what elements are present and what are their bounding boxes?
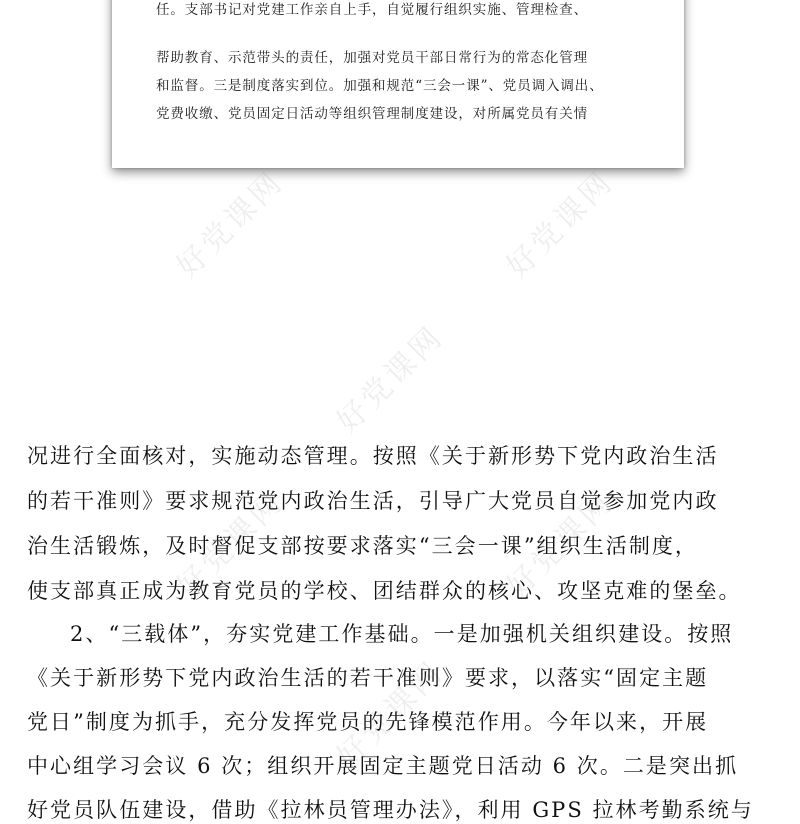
watermark: 好党课网	[330, 319, 451, 440]
body-line: 《关于新形势下党内政治生活的若干准则》要求，以落实“固定主题	[27, 666, 709, 690]
body-line: 好党员队伍建设，借助《拉林员管理办法》，利用 GPS 拉林考勤系统与	[27, 798, 754, 822]
body-line: 况进行全面核对，实施动态管理。按照《关于新形势下党内政治生活	[27, 444, 719, 468]
preview-line: 和监督。三是制度落实到位。加强和规范“三会一课”、党员调入调出、	[156, 78, 604, 94]
body-line: 治生活锻炼，及时督促支部按要求落实“三会一课”组织生活制度，	[27, 534, 698, 558]
watermark: 好党课网	[170, 164, 291, 285]
preview-line: 任。支部书记对党建工作亲自上手，自觉履行组织实施、管理检查、	[156, 2, 588, 18]
watermark: 好党课网	[500, 164, 621, 285]
preview-line: 帮助教育、示范带头的责任，加强对党员干部日常行为的常态化管理	[156, 50, 588, 66]
body-line: 党日”制度为抓手，充分发挥党员的先锋模范作用。今年以来，开展	[27, 710, 709, 734]
watermark: 好党课网	[330, 654, 451, 775]
body-line: 的若干准则》要求规范党内政治生活，引导广大党员自觉参加党内政	[27, 489, 719, 513]
preview-line: 党费收缴、党员固定日活动等组织管理制度建设，对所属党员有关情	[156, 106, 588, 122]
watermark: 好党课网	[170, 484, 291, 605]
body-line: 2、“三载体”，夯实党建工作基础。一是加强机关组织建设。按照	[70, 622, 734, 646]
body-line: 使支部真正成为教育党员的学校、团结群众的核心、攻坚克难的堡垒。	[27, 579, 742, 603]
watermark: 好党课网	[500, 484, 621, 605]
body-line: 中心组学习会议 6 次；组织开展固定主题党日活动 6 次。二是突出抓	[27, 754, 739, 778]
